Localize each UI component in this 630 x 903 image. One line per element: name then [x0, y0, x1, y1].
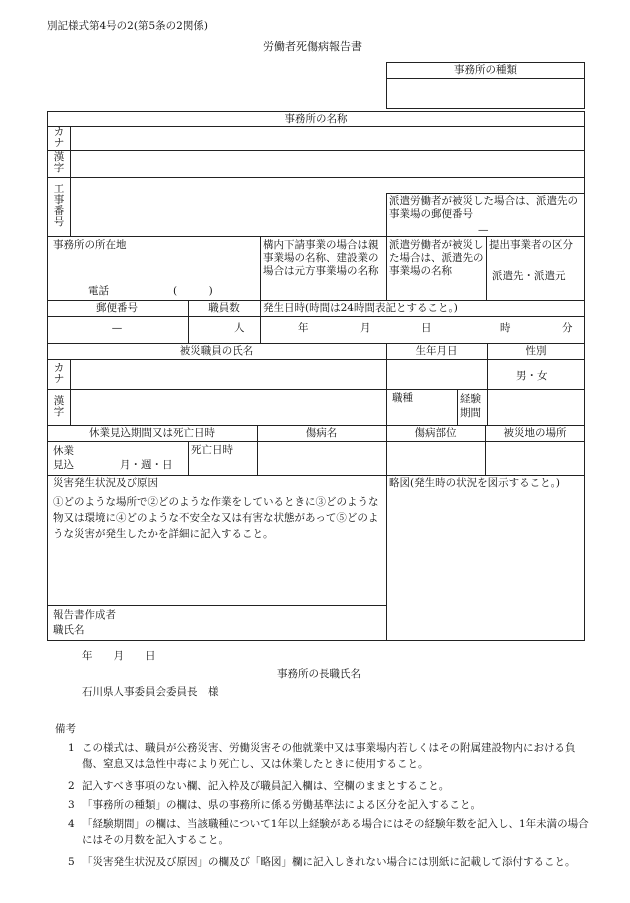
diagram-area[interactable] — [387, 494, 584, 640]
author-name-label: 職氏名 — [53, 624, 85, 636]
victim-kana-label: カナ — [53, 362, 65, 385]
victim-kana-input[interactable] — [71, 360, 385, 388]
postal-code-label: 郵便番号 — [96, 302, 138, 314]
form-title: 労働者死傷病報告書 — [263, 40, 362, 53]
situation-instructions: ①どのような場所で②どのような作業をしているときに③どのような物又は環境に④どのような不安全な又は有害な状態があって⑤どのような災害が発生したかを詳細に記入すること。 — [53, 496, 379, 540]
victim-name-label: 被災職員の氏名 — [179, 345, 254, 357]
addressee: 石川県人事委員会委員長 様 — [82, 686, 219, 698]
staff-count-label: 職員数 — [208, 302, 240, 314]
diagram-label: 略図(発生時の状況を図示すること。) — [389, 477, 560, 489]
form-id: 別記様式第4号の2(第5条の2関係) — [47, 20, 208, 32]
occurred-minute: 分 — [562, 322, 573, 334]
office-kana-label: カナ — [53, 126, 65, 149]
occurred-month: 月 — [360, 322, 371, 334]
construction-number-input[interactable] — [71, 178, 385, 235]
disease-name-label: 傷病名 — [305, 427, 338, 439]
submitter-type-label: 提出事業者の区分 — [489, 239, 573, 251]
injury-part-label: 傷病部位 — [414, 427, 457, 439]
sex-options[interactable]: 男・女 — [516, 370, 548, 382]
construction-number-label: 工事番号 — [53, 183, 65, 228]
death-datetime-label: 死亡日時 — [191, 444, 233, 456]
subcontract-note: 構内下請事業の場合は親事業場の名称、建設業の場合は元方事業場の名称 — [263, 239, 379, 277]
office-kana-input[interactable] — [71, 127, 584, 149]
job-type-label: 職種 — [392, 392, 413, 404]
injury-place-label: 被災地の場所 — [503, 427, 567, 439]
victim-kanji-label: 漢字 — [53, 395, 65, 418]
author-label: 報告書作成者 — [53, 609, 116, 621]
sex-label: 性別 — [525, 345, 547, 357]
office-head-label: 事務所の長職氏名 — [277, 668, 361, 680]
victim-kanji-input[interactable] — [71, 390, 385, 424]
staff-unit: 人 — [234, 322, 245, 334]
office-location-label: 事務所の所在地 — [53, 239, 127, 251]
occurred-hour: 時 — [500, 322, 511, 334]
office-kanji-label: 漢字 — [53, 151, 65, 174]
office-name-label: 事務所の名称 — [284, 113, 348, 125]
report-date[interactable]: 年 月 日 — [82, 650, 156, 662]
office-type-input[interactable] — [387, 79, 584, 108]
office-kanji-input[interactable] — [71, 151, 584, 176]
submitter-options[interactable]: 派遣先・派遣元 — [492, 270, 566, 282]
dispatch-name-note: 派遣労働者が被災した場合は、派遣先の事業場の名称 — [389, 239, 484, 277]
office-type-label: 事務所の種類 — [454, 64, 517, 76]
leave-estimate-label: 休業見込 — [53, 445, 74, 471]
birth-date-label: 生年月日 — [415, 345, 458, 357]
dispatch-postal-note: 派遣労働者が被災した場合は、派遣先の事業場の郵便番号 — [389, 195, 578, 220]
leave-units[interactable]: 月・週・日 — [120, 459, 173, 471]
occurred-datetime-label: 発生日時(時間は24時間表記とすること。) — [263, 302, 458, 314]
experience-label: 経験期間 — [460, 393, 481, 419]
occurred-year: 年 — [298, 322, 309, 334]
remarks-title: 備考 — [55, 723, 76, 735]
occurred-day: 日 — [421, 322, 432, 334]
leave-period-label: 休業見込期間又は死亡日時 — [89, 427, 215, 439]
phone-parens: ( ) — [173, 285, 213, 297]
situation-label: 災害発生状況及び原因 — [53, 477, 158, 489]
phone-label: 電話 — [88, 285, 109, 297]
postal-code-dash: — — [111, 322, 123, 334]
dispatch-postal-dash: — — [478, 224, 489, 236]
